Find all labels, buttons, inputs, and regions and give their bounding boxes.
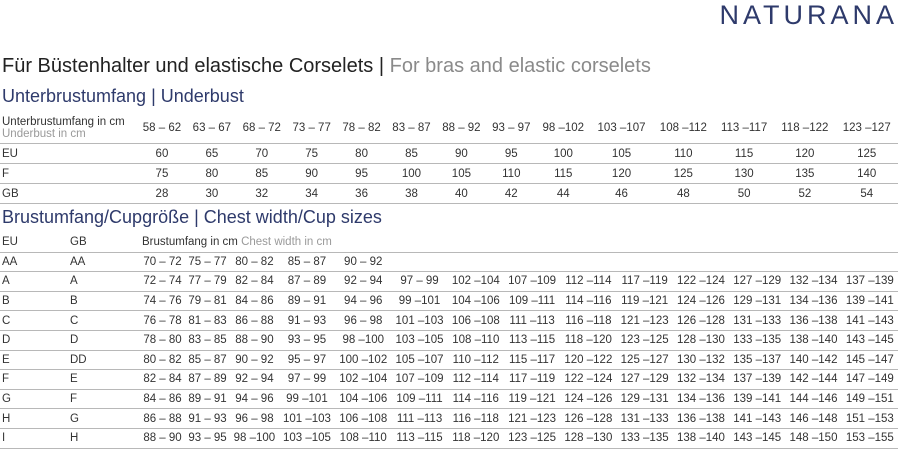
underbust-row-label: EU bbox=[2, 147, 18, 160]
chest-size-cell: 140 –142 bbox=[789, 353, 838, 366]
chest-row bbox=[0, 252, 898, 272]
chest-size-cell: 91 – 93 bbox=[287, 314, 327, 327]
chest-size-cell: 117 –119 bbox=[621, 275, 668, 288]
chest-size-cell: 99 –101 bbox=[398, 295, 441, 308]
underbust-size-cell: 140 bbox=[857, 167, 877, 180]
chest-size-cell: 93 – 95 bbox=[287, 334, 327, 347]
chest-size-cell: 87 – 89 bbox=[287, 275, 327, 288]
chest-size-cell: 134 –136 bbox=[676, 393, 725, 406]
underbust-size-cell: 95 bbox=[504, 147, 518, 160]
chest-size-cell: 141 –143 bbox=[845, 314, 894, 327]
chest-size-cell: 75 – 77 bbox=[188, 255, 227, 268]
chest-size-cell bbox=[842, 252, 898, 272]
underbust-size-cell: 125 bbox=[857, 147, 877, 160]
underbust-size-cell: 42 bbox=[504, 187, 518, 200]
chest-size-cell: 118 –120 bbox=[452, 432, 500, 445]
chest-size-cell: 141 –143 bbox=[733, 412, 782, 425]
chest-size-cell: 133 –135 bbox=[733, 334, 782, 347]
chest-size-cell: 104 –106 bbox=[451, 295, 500, 308]
chest-size-cell: 106 –108 bbox=[451, 314, 500, 327]
chest-size-cell: 93 – 95 bbox=[188, 432, 227, 445]
chest-header-row bbox=[0, 233, 898, 252]
chest-size-cell: 143 –145 bbox=[733, 432, 782, 445]
chest-size-cell: 100 –102 bbox=[339, 353, 388, 366]
chest-title-separator: | bbox=[189, 207, 204, 227]
underbust-range-cell: 103 –107 bbox=[597, 122, 646, 134]
underbust-size-cell: 65 bbox=[205, 147, 219, 160]
chest-size-cell: 119 –121 bbox=[621, 295, 669, 308]
chest-row-eu: H bbox=[2, 412, 11, 425]
underbust-size-cell: 70 bbox=[255, 147, 269, 160]
chest-row-gb: C bbox=[70, 314, 79, 327]
chest-size-cell bbox=[673, 252, 729, 272]
underbust-size-cell: 50 bbox=[737, 187, 751, 200]
underbust-size-cell: 115 bbox=[734, 147, 754, 160]
chest-row-gb: G bbox=[70, 412, 79, 425]
chest-size-cell: 129 –131 bbox=[620, 393, 669, 406]
underbust-header-row bbox=[0, 113, 898, 144]
chest-size-cell: 78 – 80 bbox=[143, 334, 182, 347]
chest-size-cell: 121 –123 bbox=[620, 314, 669, 327]
brand-logo: NATURANA bbox=[719, 0, 898, 30]
underbust-range-cell: 98 –102 bbox=[542, 122, 585, 134]
underbust-size-cell: 80 bbox=[205, 167, 219, 180]
underbust-table bbox=[0, 113, 898, 204]
chest-row-gb: B bbox=[70, 295, 78, 308]
chest-size-cell: 128 –130 bbox=[676, 334, 725, 347]
chest-size-cell: 92 – 94 bbox=[344, 275, 383, 288]
chest-row-gb: D bbox=[70, 334, 79, 347]
chest-size-cell: 118 –120 bbox=[564, 334, 612, 347]
underbust-range-cell: 118 –122 bbox=[781, 122, 829, 134]
chest-size-cell: 81 – 83 bbox=[188, 314, 227, 327]
underbust-size-cell: 30 bbox=[205, 187, 219, 200]
title-de: Für Büstenhalter und elastische Corselets bbox=[2, 55, 374, 77]
chest-size-cell: 80 – 82 bbox=[235, 255, 274, 268]
underbust-size-cell: 75 bbox=[155, 167, 169, 180]
underbust-size-cell: 44 bbox=[556, 187, 570, 200]
chest-row-eu: AA bbox=[2, 255, 18, 268]
chest-size-cell: 125 –127 bbox=[620, 353, 669, 366]
underbust-range-cell: 88 – 92 bbox=[442, 122, 481, 134]
chest-table bbox=[0, 233, 898, 449]
chest-size-cell: 122 –124 bbox=[676, 275, 725, 288]
chest-size-cell: 131 –133 bbox=[620, 412, 669, 425]
chest-row-gb: F bbox=[70, 393, 78, 406]
chest-size-cell: 86 – 88 bbox=[143, 412, 182, 425]
underbust-title-separator: | bbox=[146, 86, 161, 106]
underbust-size-cell: 130 bbox=[734, 167, 754, 180]
chest-size-cell: 116 –118 bbox=[565, 314, 612, 327]
underbust-range-cell: 78 – 82 bbox=[342, 122, 381, 134]
chest-size-cell: 90 – 92 bbox=[344, 255, 383, 268]
underbust-header-en: Underbust in cm bbox=[2, 128, 86, 140]
chest-size-cell: 79 – 81 bbox=[188, 295, 227, 308]
chest-size-cell: 135 –137 bbox=[733, 353, 782, 366]
chest-size-cell: 130 –132 bbox=[676, 353, 725, 366]
chest-size-cell: 101 –103 bbox=[395, 314, 444, 327]
chest-size-cell bbox=[785, 252, 841, 272]
underbust-size-cell: 28 bbox=[155, 187, 169, 200]
chest-size-cell: 88 – 90 bbox=[143, 432, 182, 445]
underbust-section-title bbox=[2, 86, 244, 107]
chest-size-cell: 108 –110 bbox=[452, 334, 500, 347]
underbust-range-cell: 63 – 67 bbox=[192, 122, 232, 134]
underbust-range-cell: 73 – 77 bbox=[292, 122, 331, 134]
chest-row bbox=[0, 350, 898, 370]
chest-size-cell: 113 –115 bbox=[396, 432, 443, 445]
underbust-size-cell: 90 bbox=[454, 147, 468, 160]
chest-size-cell: 74 – 76 bbox=[143, 295, 182, 308]
underbust-size-cell: 40 bbox=[454, 187, 468, 200]
underbust-size-cell: 120 bbox=[795, 147, 815, 160]
chest-size-cell: 105 –107 bbox=[395, 353, 444, 366]
chest-row bbox=[0, 272, 898, 292]
underbust-size-cell: 105 bbox=[611, 147, 632, 160]
title-separator: | bbox=[373, 55, 390, 77]
underbust-size-cell: 85 bbox=[255, 167, 269, 180]
underbust-size-cell: 100 bbox=[553, 147, 573, 160]
chest-size-cell: 97 – 99 bbox=[287, 373, 327, 386]
chest-row-gb: AA bbox=[70, 255, 86, 268]
chest-row bbox=[0, 409, 898, 429]
chest-size-cell bbox=[617, 252, 673, 272]
underbust-range-cell: 123 –127 bbox=[842, 122, 891, 134]
chest-size-cell: 121 –123 bbox=[508, 412, 557, 425]
chest-row bbox=[0, 428, 898, 448]
underbust-size-cell: 115 bbox=[554, 167, 573, 180]
chest-row-eu: C bbox=[2, 314, 11, 327]
chest-size-cell: 97 – 99 bbox=[400, 275, 439, 288]
page-title bbox=[2, 55, 651, 78]
chest-size-cell: 151 –153 bbox=[845, 412, 894, 425]
underbust-title-de: Unterbrustumfang bbox=[2, 86, 147, 106]
chest-size-cell: 111 –113 bbox=[509, 314, 555, 327]
chest-size-cell: 82 – 84 bbox=[235, 275, 274, 288]
chest-size-cell: 138 –140 bbox=[789, 334, 838, 347]
underbust-size-cell: 90 bbox=[305, 167, 319, 180]
underbust-range-cell: 113 –117 bbox=[720, 122, 768, 134]
underbust-size-cell: 85 bbox=[405, 147, 418, 160]
chest-size-cell: 127 –129 bbox=[733, 275, 782, 288]
chest-size-cell: 103 –105 bbox=[395, 334, 444, 347]
underbust-size-cell: 75 bbox=[305, 147, 319, 160]
underbust-header-label bbox=[0, 113, 137, 144]
underbust-title-en: Underbust bbox=[160, 86, 244, 106]
chest-size-cell bbox=[391, 252, 447, 272]
chest-size-cell: 122 –124 bbox=[564, 373, 613, 386]
underbust-size-cell: 100 bbox=[401, 167, 422, 180]
chest-size-cell: 85 – 87 bbox=[188, 353, 227, 366]
underbust-row bbox=[0, 144, 898, 164]
chest-size-cell: 98 –100 bbox=[233, 432, 276, 445]
chest-size-cell: 96 – 98 bbox=[344, 314, 383, 327]
chest-row-eu: I bbox=[2, 432, 6, 445]
chest-size-cell: 95 – 97 bbox=[287, 353, 327, 366]
chest-size-cell: 113 –115 bbox=[508, 334, 556, 347]
underbust-row-label: F bbox=[2, 167, 10, 180]
chest-size-cell: 123 –125 bbox=[508, 432, 557, 445]
chest-size-cell: 136 –138 bbox=[789, 314, 838, 327]
chest-row bbox=[0, 389, 898, 409]
chest-size-cell: 128 –130 bbox=[564, 432, 613, 445]
chest-header-label bbox=[140, 233, 898, 252]
chest-size-cell: 153 –155 bbox=[845, 432, 894, 445]
chest-row bbox=[0, 291, 898, 311]
underbust-range-cell: 108 –112 bbox=[659, 122, 707, 134]
chest-size-cell: 80 – 82 bbox=[143, 353, 182, 366]
chest-row bbox=[0, 370, 898, 390]
chest-size-cell: 72 – 74 bbox=[143, 275, 182, 288]
chest-row-gb: H bbox=[70, 432, 79, 445]
chest-size-cell: 89 – 91 bbox=[287, 295, 327, 308]
chest-header-en: Chest width in cm bbox=[241, 236, 332, 249]
chest-size-cell: 149 –151 bbox=[845, 393, 894, 406]
chest-size-cell: 104 –106 bbox=[339, 393, 388, 406]
chest-size-cell: 111 –113 bbox=[396, 412, 443, 425]
underbust-size-cell: 36 bbox=[355, 187, 368, 200]
chest-row-gb: A bbox=[70, 275, 78, 288]
chest-size-cell: 132 –134 bbox=[789, 275, 838, 288]
chest-row-gb: DD bbox=[70, 353, 87, 366]
chest-size-cell: 116 –118 bbox=[452, 412, 499, 425]
chest-size-cell: 112 –114 bbox=[452, 373, 499, 386]
underbust-size-cell: 32 bbox=[255, 187, 269, 200]
chest-size-cell: 106 –108 bbox=[339, 412, 388, 425]
underbust-size-cell: 60 bbox=[155, 147, 169, 160]
chest-size-cell: 138 –140 bbox=[676, 432, 725, 445]
chest-size-cell: 110 –112 bbox=[452, 353, 499, 366]
underbust-range-cell: 68 – 72 bbox=[242, 122, 281, 134]
chest-size-cell: 120 –122 bbox=[564, 353, 613, 366]
underbust-range-cell: 93 – 97 bbox=[492, 122, 531, 134]
chest-size-cell: 76 – 78 bbox=[143, 314, 182, 327]
chest-size-cell: 98 –100 bbox=[342, 334, 385, 347]
chest-size-cell: 137 –139 bbox=[733, 373, 782, 386]
chest-row bbox=[0, 330, 898, 350]
chest-size-cell: 139 –141 bbox=[845, 295, 894, 308]
chest-size-cell: 88 – 90 bbox=[235, 334, 274, 347]
chest-size-cell bbox=[560, 252, 616, 272]
underbust-size-cell: 110 bbox=[674, 147, 693, 160]
chest-size-cell: 91 – 93 bbox=[188, 412, 227, 425]
chest-size-cell: 117 –119 bbox=[508, 373, 556, 386]
chest-size-cell: 102 –104 bbox=[451, 275, 500, 288]
chest-size-cell: 103 –105 bbox=[282, 432, 331, 445]
chest-row-eu: A bbox=[2, 275, 10, 288]
chest-size-cell: 132 –134 bbox=[676, 373, 725, 386]
chest-size-cell: 82 – 84 bbox=[143, 373, 182, 386]
chest-size-cell bbox=[504, 252, 560, 272]
chest-size-cell: 137 –139 bbox=[845, 275, 894, 288]
underbust-size-cell: 120 bbox=[611, 167, 632, 180]
chest-size-cell: 136 –138 bbox=[676, 412, 725, 425]
title-en: For bras and elastic corselets bbox=[389, 55, 651, 77]
underbust-size-cell: 54 bbox=[860, 187, 874, 200]
chest-size-cell: 108 –110 bbox=[339, 432, 387, 445]
chest-size-cell: 109 –111 bbox=[396, 393, 443, 406]
chest-size-cell: 126 –128 bbox=[564, 412, 613, 425]
chest-size-cell: 112 –114 bbox=[565, 275, 612, 288]
chest-size-cell: 147 –149 bbox=[845, 373, 894, 386]
chest-size-cell: 107 –109 bbox=[508, 275, 557, 288]
chest-size-cell: 84 – 86 bbox=[143, 393, 182, 406]
chest-size-cell: 92 – 94 bbox=[235, 373, 274, 386]
underbust-range-cell: 58 – 62 bbox=[142, 122, 182, 134]
chest-size-cell bbox=[729, 252, 785, 272]
chest-size-cell: 109 –111 bbox=[508, 295, 556, 308]
chest-row bbox=[0, 311, 898, 331]
chest-size-cell: 94 – 96 bbox=[235, 393, 274, 406]
underbust-size-cell: 135 bbox=[795, 167, 815, 180]
chest-size-cell: 145 –147 bbox=[845, 353, 894, 366]
chest-size-cell: 87 – 89 bbox=[188, 373, 227, 386]
chest-size-cell: 89 – 91 bbox=[188, 393, 227, 406]
chest-size-cell: 143 –145 bbox=[845, 334, 894, 347]
underbust-size-cell: 105 bbox=[451, 167, 471, 180]
chest-size-cell: 90 – 92 bbox=[235, 353, 274, 366]
chest-title-de: Brustumfang/Cupgröße bbox=[2, 207, 190, 227]
chest-size-cell: 85 – 87 bbox=[287, 255, 327, 268]
chest-size-cell: 99 –101 bbox=[286, 393, 328, 406]
underbust-header-de: Unterbrustumfang in cm bbox=[2, 116, 125, 128]
chest-size-cell: 101 –103 bbox=[282, 412, 331, 425]
chest-size-cell: 119 –121 bbox=[508, 393, 556, 406]
chest-row-eu: G bbox=[2, 393, 11, 406]
chest-size-cell: 148 –150 bbox=[789, 432, 838, 445]
chest-size-cell: 123 –125 bbox=[620, 334, 669, 347]
chest-size-cell: 126 –128 bbox=[676, 314, 725, 327]
chest-size-cell: 124 –126 bbox=[564, 393, 613, 406]
chest-size-cell: 96 – 98 bbox=[235, 412, 274, 425]
chest-row-eu: F bbox=[2, 373, 10, 386]
underbust-size-cell: 95 bbox=[355, 167, 368, 180]
chest-size-cell: 127 –129 bbox=[620, 373, 669, 386]
underbust-size-cell: 125 bbox=[673, 167, 693, 180]
chest-size-cell: 70 – 72 bbox=[143, 255, 182, 268]
chest-size-cell: 124 –126 bbox=[676, 295, 725, 308]
underbust-size-cell: 80 bbox=[355, 147, 368, 160]
chest-size-cell: 115 –117 bbox=[508, 353, 556, 366]
chest-row-eu: B bbox=[2, 295, 10, 308]
underbust-row-label: GB bbox=[2, 187, 19, 200]
underbust-size-cell: 34 bbox=[305, 187, 319, 200]
chest-size-cell: 94 – 96 bbox=[344, 295, 383, 308]
chest-col-gb: GB bbox=[70, 236, 87, 249]
chest-row-gb: E bbox=[70, 373, 78, 386]
chest-size-cell: 83 – 85 bbox=[188, 334, 227, 347]
chest-header-de: Brustumfang in cm bbox=[142, 236, 238, 249]
underbust-size-cell: 38 bbox=[405, 187, 418, 200]
underbust-size-cell: 48 bbox=[676, 187, 690, 200]
chest-size-cell bbox=[448, 252, 504, 272]
chest-size-cell: 114 –116 bbox=[452, 393, 499, 406]
chest-size-cell: 84 – 86 bbox=[235, 295, 274, 308]
chest-size-cell: 107 –109 bbox=[395, 373, 444, 386]
chest-row-eu: E bbox=[2, 353, 10, 366]
chest-size-cell: 129 –131 bbox=[733, 295, 782, 308]
chest-title-en: Chest width/Cup sizes bbox=[203, 207, 382, 227]
chest-col-eu: EU bbox=[2, 236, 18, 249]
underbust-size-cell: 52 bbox=[798, 187, 812, 200]
chest-size-cell: 142 –144 bbox=[789, 373, 838, 386]
chest-size-cell: 102 –104 bbox=[339, 373, 388, 386]
chest-size-cell: 146 –148 bbox=[789, 412, 838, 425]
underbust-size-cell: 110 bbox=[502, 167, 521, 180]
chest-size-cell: 133 –135 bbox=[620, 432, 669, 445]
underbust-range-cell: 83 – 87 bbox=[392, 122, 431, 134]
chest-size-cell: 77 – 79 bbox=[188, 275, 227, 288]
chest-section-title bbox=[2, 207, 382, 228]
underbust-row bbox=[0, 164, 898, 184]
chest-size-cell: 86 – 88 bbox=[235, 314, 274, 327]
chest-size-cell: 114 –116 bbox=[565, 295, 612, 308]
chest-row-eu: D bbox=[2, 334, 11, 347]
chest-size-cell: 134 –136 bbox=[789, 295, 838, 308]
underbust-size-cell: 46 bbox=[615, 187, 628, 200]
chest-size-cell: 139 –141 bbox=[733, 393, 782, 406]
chest-size-cell: 144 –146 bbox=[789, 393, 838, 406]
underbust-row bbox=[0, 184, 898, 204]
chest-size-cell: 131 –133 bbox=[733, 314, 782, 327]
